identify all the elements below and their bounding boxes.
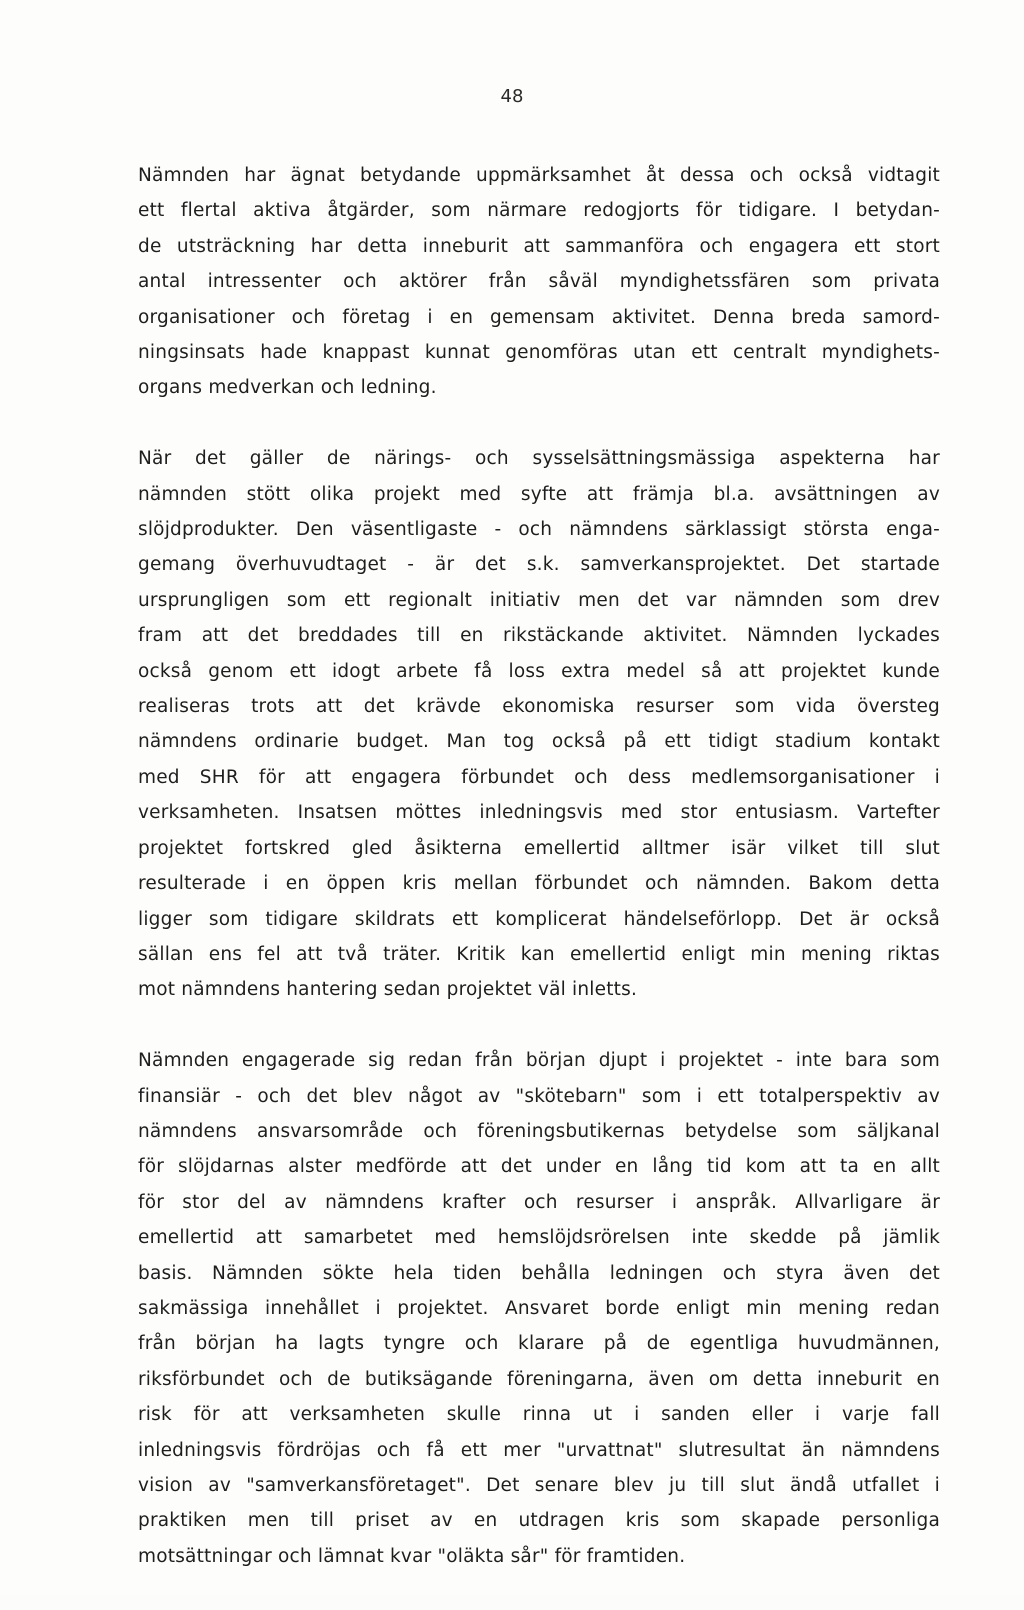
- text-line: verksamheten. Insatsen möttes inledningsvis med stor entusiasm. Vartefter: [138, 802, 940, 824]
- text-line: mot nämndens hantering sedan projektet väl inletts.: [138, 979, 638, 1001]
- text-line: ett flertal aktiva åtgärder, som närmare redogjorts för tidigare. I betydan-: [138, 200, 940, 222]
- text-line: När det gäller de närings- och sysselsättningsmässiga aspekterna har: [138, 448, 940, 470]
- text-line: motsättningar och lämnat kvar "oläkta sår" för framtiden.: [138, 1545, 686, 1567]
- text-line: ursprungligen som ett regionalt initiativ men det var nämnden som drev: [138, 589, 940, 611]
- text-line: projektet fortskred gled åsikterna emellertid alltmer isär vilket till slut: [138, 837, 940, 859]
- text-line: de utsträckning har detta inneburit att sammanföra och engagera ett stort: [138, 235, 940, 257]
- text-line: för stor del av nämndens krafter och resurser i anspråk. Allvarligare är: [138, 1191, 940, 1213]
- text-line: praktiken men till priset av en utdragen kris som skapade personliga: [138, 1510, 940, 1532]
- paragraph-3: [138, 1043, 940, 1574]
- text-line: finansiär - och det blev något av "skötebarn" som i ett totalperspektiv av: [138, 1085, 940, 1107]
- text-line: nämndens ordinarie budget. Man tog också på ett tidigt stadium kontakt: [138, 731, 940, 753]
- text-line: Nämnden engagerade sig redan från början djupt i projektet - inte bara som: [138, 1050, 940, 1072]
- paragraph-1: [138, 158, 940, 406]
- text-line: realiseras trots att det krävde ekonomiska resurser som vida översteg: [138, 696, 940, 718]
- text-line: inledningsvis fördröjas och få ett mer "urvattnat" slutresultat än nämndens: [138, 1439, 940, 1461]
- text-line: antal intressenter och aktörer från såväl myndighetssfären som privata: [138, 271, 940, 293]
- text-line: slöjdprodukter. Den väsentligaste - och nämndens särklassigt största enga-: [138, 519, 940, 541]
- text-line: med SHR för att engagera förbundet och dess medlemsorganisationer i: [138, 766, 940, 788]
- text-line: organisationer och företag i en gemensam aktivitet. Denna breda samord-: [138, 306, 940, 328]
- page-number: 48: [500, 86, 524, 107]
- text-line: resulterade i en öppen kris mellan förbundet och nämnden. Bakom detta: [138, 873, 940, 895]
- paragraph-2: [138, 441, 940, 1008]
- text-line: riksförbundet och de butiksägande föreningarna, även om detta inneburit en: [138, 1368, 940, 1390]
- text-line: basis. Nämnden sökte hela tiden behålla ledningen och styra även det: [138, 1262, 940, 1284]
- text-line: ligger som tidigare skildrats ett komplicerat händelseförlopp. Det är också: [138, 908, 940, 930]
- text-line: ningsinsats hade knappast kunnat genomföras utan ett centralt myndighets-: [138, 342, 940, 364]
- body-text: [138, 158, 940, 1610]
- text-line: för slöjdarnas alster medförde att det under en lång tid kom att ta en allt: [138, 1156, 940, 1178]
- text-line: organs medverkan och ledning.: [138, 377, 437, 399]
- text-line: gemang överhuvudtaget - är det s.k. samverkansprojektet. Det startade: [138, 554, 940, 576]
- text-line: från början ha lagts tyngre och klarare på de egentliga huvudmännen,: [138, 1333, 940, 1355]
- text-line: sakmässiga innehållet i projektet. Ansvaret borde enligt min mening redan: [138, 1297, 940, 1319]
- text-line: vision av "samverkansföretaget". Det senare blev ju till slut ändå utfallet i: [138, 1475, 940, 1496]
- text-line: fram att det breddades till en rikstäckande aktivitet. Nämnden lyckades: [138, 625, 940, 647]
- text-line: Nämnden har ägnat betydande uppmärksamhet åt dessa och också vidtagit: [138, 165, 940, 186]
- text-line: nämnden stött olika projekt med syfte att främja bl.a. avsättningen av: [138, 483, 940, 505]
- text-line: emellertid att samarbetet med hemslöjdsrörelsen inte skedde på jämlik: [138, 1227, 940, 1249]
- text-line: också genom ett idogt arbete få loss extra medel så att projektet kunde: [138, 660, 940, 682]
- text-line: risk för att verksamheten skulle rinna ut i sanden eller i varje fall: [138, 1404, 940, 1426]
- text-line: nämndens ansvarsområde och föreningsbutikernas betydelse som säljkanal: [138, 1120, 940, 1142]
- text-line: sällan ens fel att två träter. Kritik kan emellertid enligt min mening riktas: [138, 943, 940, 965]
